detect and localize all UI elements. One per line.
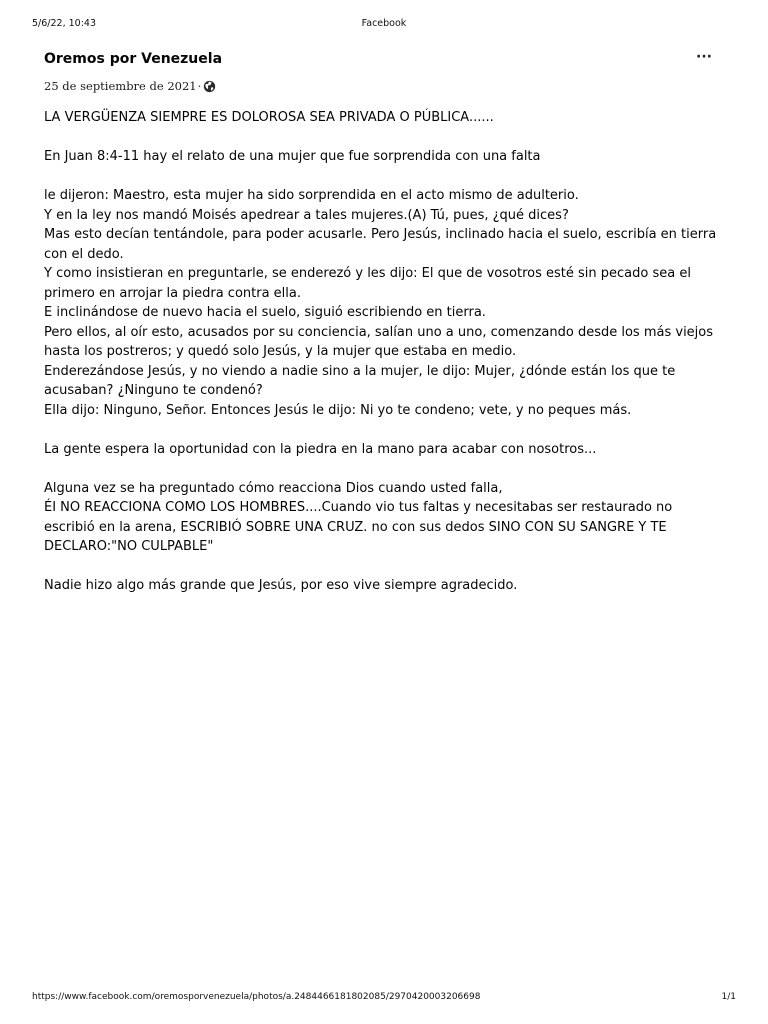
post-text-line: Y en la ley nos mandó Moisés apedrear a tales mujeres.(A) Tú, pues, ¿qué dices? — [44, 207, 569, 223]
print-header — [32, 18, 736, 32]
paragraph-gap — [44, 557, 724, 577]
post-date-link[interactable]: 25 de septiembre de 2021 — [44, 79, 197, 93]
print-datetime: 5/6/22, 10:43 — [32, 18, 96, 29]
print-url: https://www.facebook.com/oremosporvenezuela/photos/a.2484466181802085/2970420003206698 — [32, 992, 481, 1002]
post-text-line: ÉI NO REACCIONA COMO LOS HOMBRES....Cuando vio tus faltas y necesitabas ser restaurado no escribió en la arena, ESCRIBIÓ SOBRE UNA CRUZ. no con sus dedos SINO CON SU SANGRE Y TE DECLARO:"NO CULPABLE" — [44, 500, 677, 554]
post-text-line: Enderezándose Jesús, y no viendo a nadie sino a la mujer, le dijo: Mujer, ¿dónde están los que te acusaban? ¿Ninguno te condenó? — [44, 363, 680, 398]
post-body — [44, 108, 724, 596]
print-page-title: Facebook — [361, 18, 407, 29]
post-text-line: Y como insistieran en preguntarle, se enderezó y les dijo: El que de vosotros esté sin pecado sea el primero en arrojar la piedra contra ella. — [44, 266, 696, 301]
facebook-post — [44, 50, 724, 596]
post-meta — [44, 79, 216, 93]
meta-separator: · — [197, 79, 202, 93]
print-footer — [32, 992, 736, 1004]
post-text-line: Alguna vez se ha preguntado cómo reacciona Dios cuando usted falla, — [44, 480, 503, 496]
globe-icon[interactable] — [203, 80, 216, 93]
post-text-line: LA VERGÜENZA SIEMPRE ES DOLOROSA SEA PRIVADA O PÚBLICA...... — [44, 110, 494, 125]
post-text-line: E inclinándose de nuevo hacia el suelo, siguió escribiendo en tierra. — [44, 305, 486, 320]
post-text-line: le dijeron: Maestro, esta mujer ha sido sorprendida en el acto mismo de adulterio. — [44, 188, 579, 203]
print-page-number: 1/1 — [721, 992, 736, 1002]
page-name-link[interactable]: Oremos por Venezuela — [44, 51, 223, 67]
post-text-line: La gente espera la oportunidad con la piedra en la mano para acabar con nosotros... — [44, 441, 597, 457]
paragraph-gap — [44, 167, 724, 187]
paragraph-gap — [44, 459, 724, 479]
paragraph-gap — [44, 128, 724, 148]
paragraph-gap — [44, 420, 724, 440]
post-text-line: Nadie hizo algo más grande que Jesús, por eso vive siempre agradecido. — [44, 578, 518, 593]
post-text-line: Pero ellos, al oír esto, acusados por su conciencia, salían uno a uno, comenzando desde los más viejos hasta los postreros; y quedó solo Jesús, y la mujer que estaba en medio. — [44, 324, 718, 359]
more-options-button[interactable]: ··· — [696, 49, 712, 65]
post-text-line: Ella dijo: Ninguno, Señor. Entonces Jesús le dijo: Ni yo te condeno; vete, y no peques más. — [44, 402, 632, 418]
post-text-line: Mas esto decían tentándole, para poder acusarle. Pero Jesús, inclinado hacia el suelo, escribía en tierra con el dedo. — [44, 227, 721, 262]
post-text-line: En Juan 8:4-11 hay el relato de una mujer que fue sorprendida con una falta — [44, 149, 541, 164]
post-header — [44, 50, 724, 100]
